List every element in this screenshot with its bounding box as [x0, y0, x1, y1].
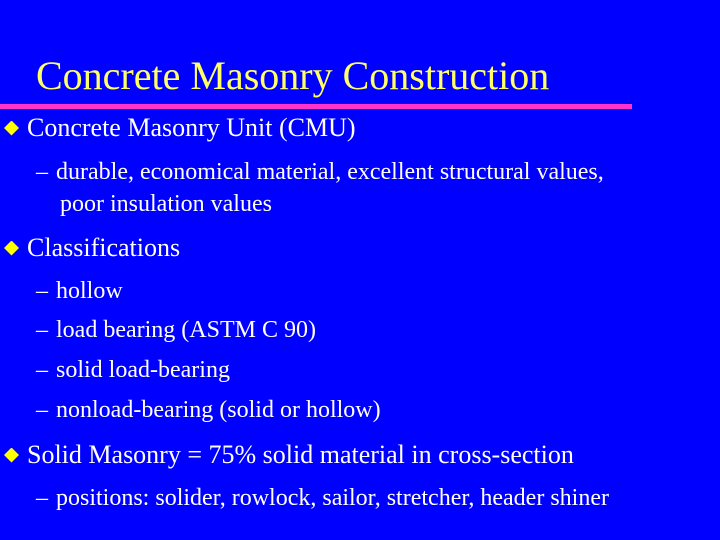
sub-item-text: hollow [56, 278, 123, 304]
sub-item-durable-continuation: poor insulation values [60, 191, 272, 217]
sub-item-text: positions: solider, rowlock, sailor, stretcher, header shiner [56, 485, 609, 511]
sub-item-text: solid load-bearing [56, 357, 230, 383]
diamond-bullet-icon [4, 448, 19, 463]
sub-item-durable [36, 160, 604, 184]
diamond-bullet-icon [4, 121, 19, 136]
bullet-text: Solid Masonry = 75% solid material in cross-section [27, 440, 574, 469]
dash-icon: – [36, 485, 48, 511]
sub-item-nonload-bearing [36, 398, 381, 422]
dash-icon: – [36, 357, 48, 383]
sub-item-positions [36, 486, 609, 510]
sub-item-text: load bearing (ASTM C 90) [56, 317, 316, 343]
bullet-classifications [4, 235, 180, 261]
dash-icon: – [36, 397, 48, 423]
dash-icon: – [36, 278, 48, 304]
sub-item-hollow [36, 279, 123, 303]
title-underline [0, 104, 632, 109]
dash-icon: – [36, 317, 48, 343]
bullet-text: Classifications [27, 233, 181, 262]
sub-item-text: durable, economical material, excellent structural values, [56, 159, 604, 185]
sub-item-load-bearing [36, 318, 316, 342]
dash-icon: – [36, 159, 48, 185]
slide-title: Concrete Masonry Construction [36, 53, 550, 98]
sub-item-solid-load-bearing [36, 358, 230, 382]
bullet-text: Concrete Masonry Unit (CMU) [27, 113, 356, 142]
diamond-bullet-icon [4, 241, 19, 256]
bullet-cmu [4, 115, 356, 141]
sub-item-text: nonload-bearing (solid or hollow) [56, 397, 381, 423]
bullet-solid-masonry [4, 442, 574, 468]
